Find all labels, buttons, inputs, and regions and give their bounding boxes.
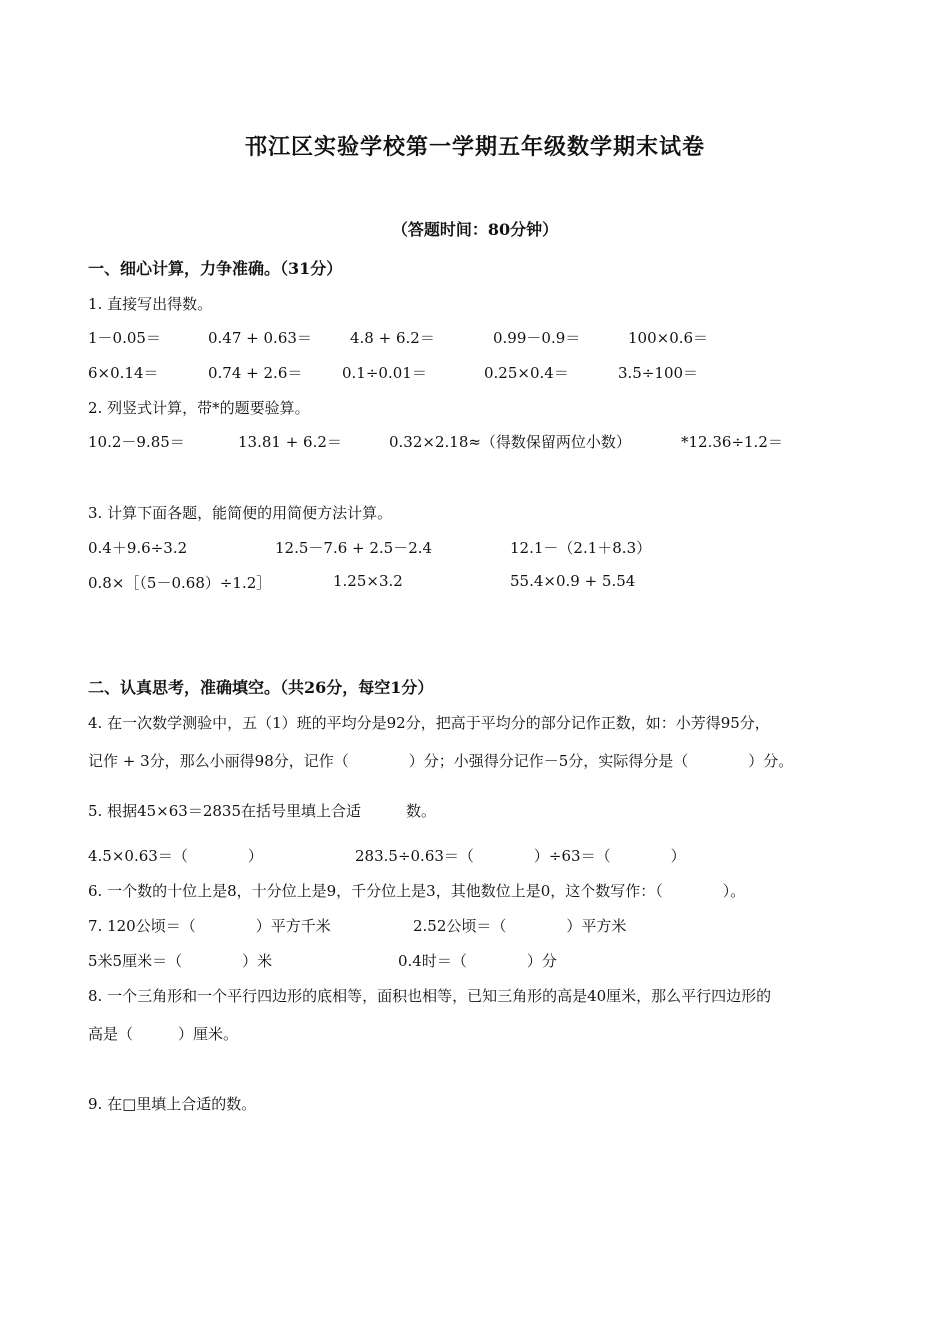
q5-item: 4.5×0.63＝（ ）: [88, 847, 263, 865]
q2-item: 10.2－9.85＝: [88, 433, 185, 451]
q9-text: 9. 在□里填上合适的数。: [88, 1095, 257, 1113]
q1-label: 1. 直接写出得数。: [88, 295, 213, 313]
q3-item: 12.1－（2.1＋8.3）: [510, 539, 652, 557]
section2-heading: 二、认真思考，准确填空。（共26分，每空1分）: [88, 678, 434, 697]
q1-item: 0.74 + 2.6＝: [208, 364, 303, 382]
q2-item: 13.81 + 6.2＝: [238, 433, 342, 451]
q2-item: *12.36÷1.2＝: [681, 433, 783, 451]
q7-item: 7. 120公顷＝（ ）平方千米: [88, 917, 331, 935]
q7-item: 0.4时＝（ ）分: [398, 952, 557, 970]
q1-item: 0.1÷0.01＝: [342, 364, 427, 382]
page-title: 邗江区实验学校第一学期五年级数学期末试卷: [244, 134, 705, 160]
q1-item: 0.99－0.9＝: [493, 329, 581, 347]
q1-item: 3.5÷100＝: [618, 364, 699, 382]
q4-line1: 4. 在一次数学测验中，五（1）班的平均分是92分，把高于平均分的部分记作正数，如：小芳得95分，: [88, 714, 770, 732]
q8-line1: 8. 一个三角形和一个平行四边形的底相等，面积也相等，已知三角形的高是40厘米，那么平行四边形的: [88, 987, 772, 1005]
exam-duration: （答题时间：80分钟）: [391, 220, 559, 239]
q4-line2: 记作 + 3分，那么小丽得98分，记作（ ）分；小强得分记作－5分，实际得分是（ ）分。: [88, 752, 794, 770]
q8-line2: 高是（ ）厘米。: [88, 1025, 239, 1043]
q1-item: 100×0.6＝: [628, 329, 709, 347]
q2-label: 2. 列竖式计算，带*的题要验算。: [88, 399, 310, 417]
q3-label: 3. 计算下面各题，能简便的用简便方法计算。: [88, 504, 393, 522]
q6-text: 6. 一个数的十位上是8，十分位上是9，千分位上是3，其他数位上是0，这个数写作：（ ）。: [88, 882, 746, 900]
section1-heading: 一、细心计算，力争准确。（31分）: [88, 259, 343, 278]
q3-item: 0.8×［（5－0.68）÷1.2］: [88, 574, 272, 592]
q1-item: 0.47 + 0.63＝: [208, 329, 312, 347]
q5-label: 5. 根据45×63＝2835在括号里填上合适 数。: [88, 802, 436, 820]
q1-item: 4.8 + 6.2＝: [350, 329, 435, 347]
q5-item: 283.5÷0.63＝（ ）÷63＝（ ）: [355, 847, 686, 865]
q3-item: 1.25×3.2: [333, 572, 403, 590]
q3-item: 0.4＋9.6÷3.2: [88, 539, 188, 557]
q1-item: 1－0.05＝: [88, 329, 161, 347]
q7-item: 5米5厘米＝（ ）米: [88, 952, 273, 970]
q3-item: 55.4×0.9 + 5.54: [510, 572, 636, 590]
q3-item: 12.5－7.6 + 2.5－2.4: [275, 539, 433, 557]
q2-item: 0.32×2.18≈（得数保留两位小数）: [389, 433, 631, 451]
q7-item: 2.52公顷＝（ ）平方米: [413, 917, 627, 935]
q1-item: 0.25×0.4＝: [484, 364, 569, 382]
q1-item: 6×0.14＝: [88, 364, 159, 382]
